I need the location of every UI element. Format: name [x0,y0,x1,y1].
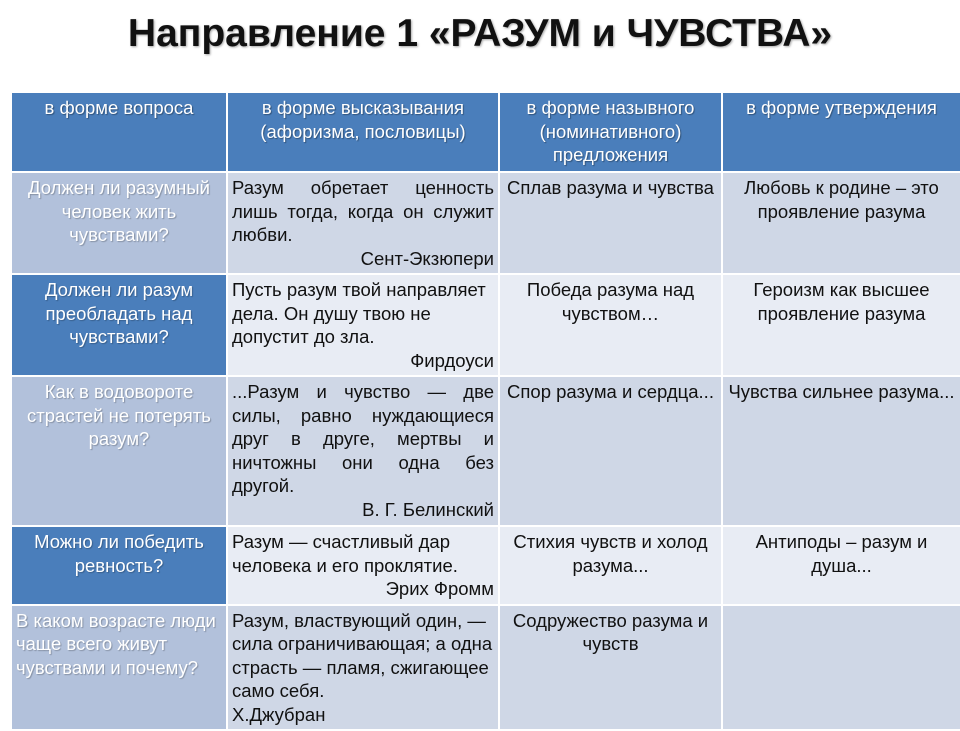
statement-cell: Героизм как высшее проявление разума [722,274,960,376]
statement-cell [722,605,960,731]
aphorism-cell [227,376,499,526]
table-row [11,526,960,605]
nominative-cell: Сплав разума и чувства [499,172,722,274]
question-cell: В каком возрасте люди чаще всего живут чувствами и почему? [11,605,227,731]
aphorism-author: В. Г. Белинский [362,498,494,520]
aphorism-author: Х.Джубран [232,703,326,725]
aphorism-cell [227,274,499,376]
table-row [11,605,960,731]
question-cell: Должен ли разум преобладать над чувствами? [11,274,227,376]
nominative-cell: Стихия чувств и холод разума... [499,526,722,605]
question-cell: Можно ли победить ревность? [11,526,227,605]
aphorism-author: Сент-Экзюпери [360,247,494,269]
aphorism-cell [227,172,499,274]
aphorism-quote: ...Разум и чувство — две силы, равно нуждающиеся друг в друге, мертвы и ничтожны они одна без другой. [232,381,494,496]
nominative-cell: Содружество разума и чувств [499,605,722,731]
question-cell: Должен ли разумный человек жить чувствами? [11,172,227,274]
table-row [11,172,960,274]
nominative-cell: Победа разума над чувством… [499,274,722,376]
header-aphorism-form: в форме высказывания (афоризма, пословицы) [227,92,499,172]
aphorism-quote: Разум, властвующий один, — сила ограничивающая; а одна страсть — пламя, сжигающее само себя. [232,609,493,701]
aphorism-author: Фирдоуси [410,349,494,371]
question-cell: Как в водовороте страстей не потерять разум? [11,376,227,526]
aphorism-cell [227,526,499,605]
table-row [11,274,960,376]
aphorism-quote: Разум — счастливый дар человека и его проклятие. [232,531,458,576]
nominative-cell: Спор разума и сердца... [499,376,722,526]
header-statement-form: в форме утверждения [722,92,960,172]
statement-cell: Чувства сильнее разума... [722,376,960,526]
table-row [11,376,960,526]
theme-table [10,91,960,731]
statement-cell: Любовь к родине – это проявление разума [722,172,960,274]
aphorism-quote: Разум обретает ценность лишь тогда, когда он служит любви. [232,177,494,245]
header-question-form: в форме вопроса [11,92,227,172]
table-header-row [11,92,960,172]
statement-cell: Антиподы – разум и душа... [722,526,960,605]
aphorism-cell [227,605,499,731]
aphorism-author: Эрих Фромм [385,578,494,599]
header-nominative-form: в форме назывного (номинативного) предложения [499,92,722,172]
page-title: Направление 1 «РАЗУМ и ЧУВСТВА» [127,12,833,55]
aphorism-quote: Пусть разум твой направляет дела. Он душу твою не допустит до зла. [232,279,486,347]
